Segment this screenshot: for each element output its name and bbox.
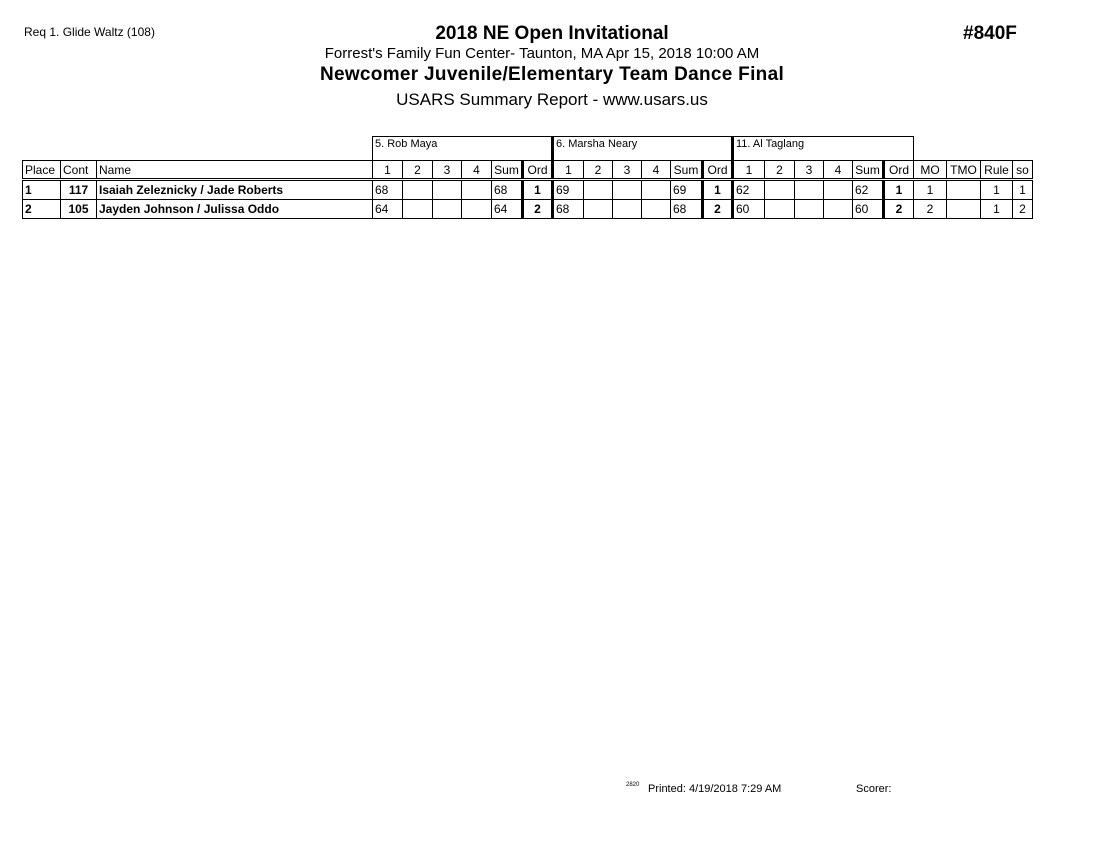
judge-score-1: 64 <box>373 200 403 219</box>
event-title: Newcomer Juvenile/Elementary Team Dance Final <box>319 64 785 85</box>
col-judge-2: 2 <box>403 161 433 180</box>
venue-date: Forrest's Family Fun Center- Taunton, MA Apr 15, 2018 10:00 AM <box>324 45 760 62</box>
col-judge-4: 4 <box>462 161 492 180</box>
col-judge-sum: Sum <box>853 161 884 180</box>
judge-sum: 69 <box>671 180 703 200</box>
judge-score-3 <box>433 180 462 200</box>
judge-score-4 <box>824 180 853 200</box>
col-place: Place <box>23 161 61 180</box>
contestant-number: 105 <box>61 200 97 219</box>
judge-ordinal: 1 <box>523 180 553 200</box>
col-judge-3: 3 <box>613 161 642 180</box>
col-judge-3: 3 <box>795 161 824 180</box>
judge-score-2 <box>584 180 613 200</box>
so-cell: 2 <box>1013 200 1033 219</box>
judge-score-4 <box>824 200 853 219</box>
judge-ordinal: 2 <box>703 200 733 219</box>
col-rule: Rule <box>981 161 1013 180</box>
blank-cell <box>914 137 1033 161</box>
judge-score-2 <box>403 180 433 200</box>
judge-score-1: 69 <box>553 180 584 200</box>
judge-score-2 <box>584 200 613 219</box>
judge-score-4 <box>462 180 492 200</box>
footer-code: 2820 <box>626 782 640 788</box>
judge-score-1: 62 <box>733 180 765 200</box>
rule-cell: 1 <box>981 200 1013 219</box>
judge-score-4 <box>642 180 671 200</box>
mo-cell: 1 <box>914 180 947 200</box>
judge-score-3 <box>613 180 642 200</box>
judge-score-3 <box>795 200 824 219</box>
judge-name: 11. Al Taglang <box>733 137 914 161</box>
judge-score-2 <box>765 180 795 200</box>
request-label: Req 1. Glide Waltz (108) <box>24 25 155 39</box>
table-row <box>23 180 1033 200</box>
judge-sum: 68 <box>492 180 523 200</box>
event-number: #840F <box>963 23 1017 44</box>
report-title: USARS Summary Report - www.usars.us <box>396 90 708 109</box>
so-cell: 1 <box>1013 180 1033 200</box>
col-name: Name <box>97 161 373 180</box>
col-judge-1: 1 <box>373 161 403 180</box>
tmo-cell <box>947 180 981 200</box>
place-cell: 1 <box>23 180 61 200</box>
judge-ordinal: 2 <box>523 200 553 219</box>
col-judge-ord: Ord <box>884 161 914 180</box>
col-judge-4: 4 <box>824 161 853 180</box>
column-header-row <box>23 161 1033 180</box>
judge-score-4 <box>462 200 492 219</box>
col-judge-ord: Ord <box>523 161 553 180</box>
judge-score-1: 60 <box>733 200 765 219</box>
col-mo: MO <box>914 161 947 180</box>
col-so: so <box>1013 161 1033 180</box>
judge-score-4 <box>642 200 671 219</box>
col-judge-sum: Sum <box>671 161 703 180</box>
judge-score-1: 68 <box>373 180 403 200</box>
col-tmo: TMO <box>947 161 981 180</box>
col-judge-2: 2 <box>765 161 795 180</box>
col-judge-4: 4 <box>642 161 671 180</box>
blank-cell <box>23 137 373 161</box>
judge-score-2 <box>765 200 795 219</box>
skater-names: Isaiah Zeleznicky / Jade Roberts <box>97 180 373 200</box>
skater-names: Jayden Johnson / Julissa Oddo <box>97 200 373 219</box>
col-judge-2: 2 <box>584 161 613 180</box>
rule-cell: 1 <box>981 180 1013 200</box>
col-judge-ord: Ord <box>703 161 733 180</box>
col-judge-3: 3 <box>433 161 462 180</box>
judge-score-3 <box>795 180 824 200</box>
scorer-label: Scorer: <box>856 783 892 795</box>
competition-title: 2018 NE Open Invitational <box>435 23 669 44</box>
printed-timestamp: Printed: 4/19/2018 7:29 AM <box>648 783 782 795</box>
judge-sum: 60 <box>853 200 884 219</box>
judge-ordinal: 1 <box>703 180 733 200</box>
judge-score-3 <box>613 200 642 219</box>
judge-ordinal: 1 <box>884 180 914 200</box>
contestant-number: 117 <box>61 180 97 200</box>
summary-table <box>22 136 1033 219</box>
judge-name: 6. Marsha Neary <box>553 137 733 161</box>
tmo-cell <box>947 200 981 219</box>
col-cont: Cont <box>61 161 97 180</box>
judge-score-1: 68 <box>553 200 584 219</box>
place-cell: 2 <box>23 200 61 219</box>
judge-score-2 <box>403 200 433 219</box>
judge-sum: 62 <box>853 180 884 200</box>
judge-header-row <box>23 137 1033 161</box>
col-judge-1: 1 <box>733 161 765 180</box>
mo-cell: 2 <box>914 200 947 219</box>
judge-name: 5. Rob Maya <box>373 137 553 161</box>
judge-sum: 64 <box>492 200 523 219</box>
judge-score-3 <box>433 200 462 219</box>
col-judge-sum: Sum <box>492 161 523 180</box>
judge-sum: 68 <box>671 200 703 219</box>
col-judge-1: 1 <box>553 161 584 180</box>
table-row <box>23 200 1033 219</box>
judge-ordinal: 2 <box>884 200 914 219</box>
